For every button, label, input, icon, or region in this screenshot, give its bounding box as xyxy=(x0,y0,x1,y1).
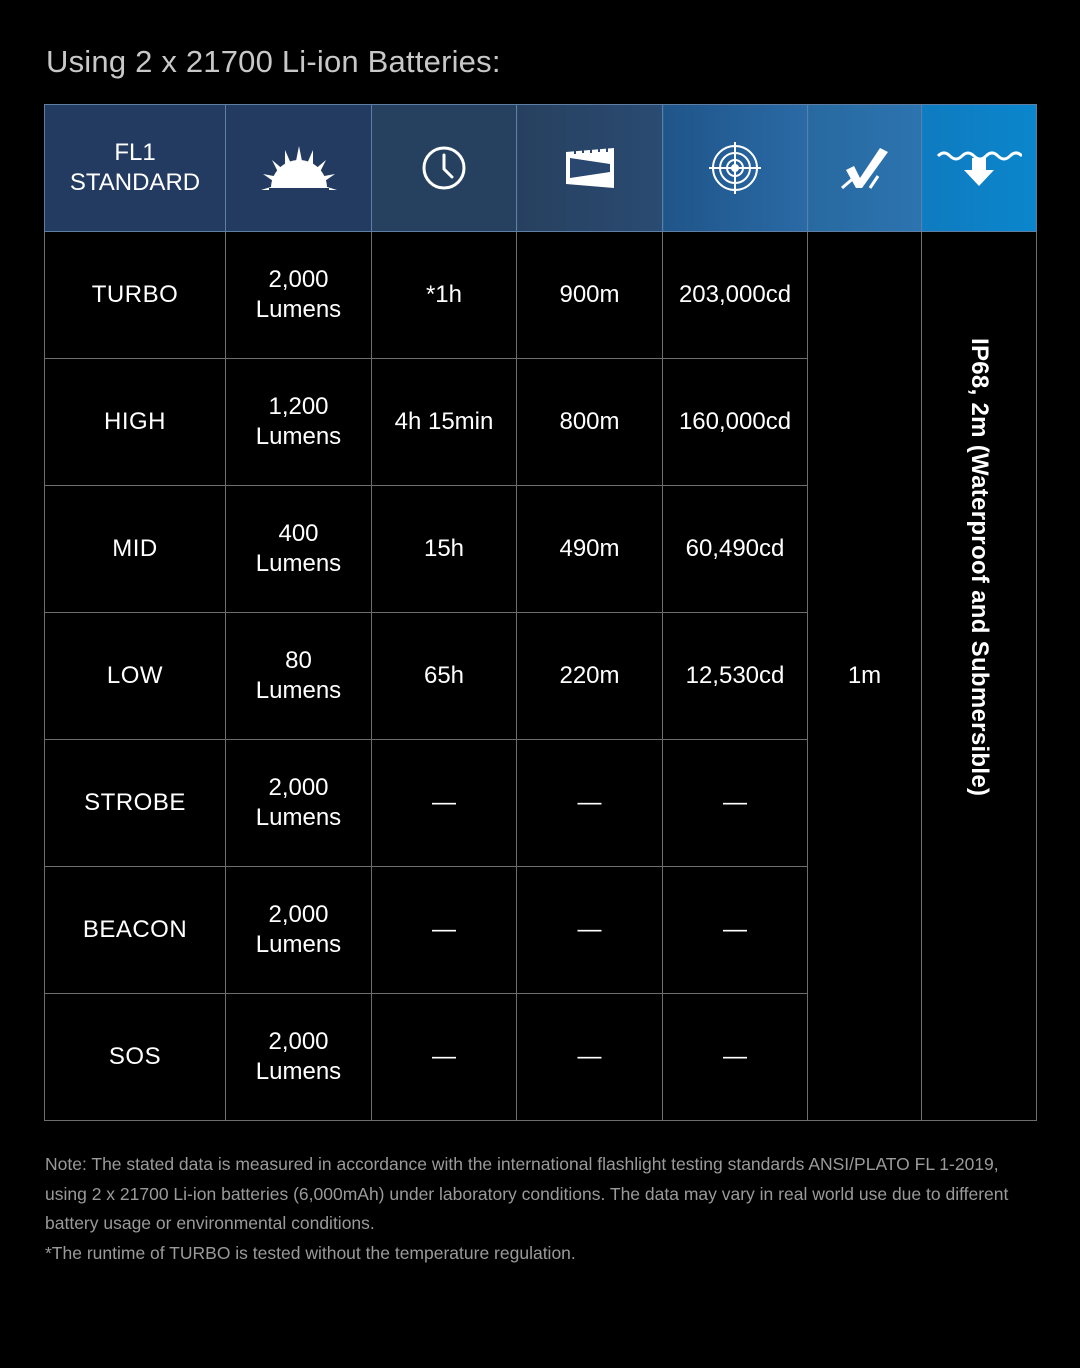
lumens-unit: Lumens xyxy=(255,550,342,577)
model-name xyxy=(45,138,225,198)
intensity-cell: 160,000cd xyxy=(663,359,808,486)
runtime-cell: 4h 15min xyxy=(372,359,517,486)
table-row xyxy=(45,232,1037,359)
lumens-cell xyxy=(226,359,372,486)
mode-cell: TURBO xyxy=(45,232,226,359)
page-title: Using 2 x 21700 Li-ion Batteries: xyxy=(46,44,501,79)
runtime-cell: — xyxy=(372,867,517,994)
intensity-cell: 12,530cd xyxy=(663,613,808,740)
lumens-unit: Lumens xyxy=(255,677,342,704)
runtime-clock-icon xyxy=(421,145,467,191)
footnote xyxy=(45,1150,1040,1268)
lumens-unit: Lumens xyxy=(255,931,342,958)
runtime-cell: 15h xyxy=(372,486,517,613)
mode-cell: SOS xyxy=(45,994,226,1121)
intensity-cell: 60,490cd xyxy=(663,486,808,613)
header-model-cell xyxy=(45,105,226,232)
header-distance-cell xyxy=(517,105,663,232)
lumens-value: 2,000 xyxy=(268,266,329,293)
mode-cell: STROBE xyxy=(45,740,226,867)
header-intensity-cell xyxy=(663,105,808,232)
lumens-cell xyxy=(226,486,372,613)
lumens-value: 400 xyxy=(278,520,319,547)
spec-table xyxy=(44,104,1037,1121)
model-line-1: FL1 xyxy=(114,139,156,166)
lumens-cell xyxy=(226,740,372,867)
lumens-value: 80 xyxy=(285,647,312,674)
runtime-cell: — xyxy=(372,740,517,867)
table-header-row xyxy=(45,105,1037,232)
runtime-cell: — xyxy=(372,994,517,1121)
lumens-value: 2,000 xyxy=(268,1028,329,1055)
lumens-cell xyxy=(226,232,372,359)
lumens-value: 2,000 xyxy=(268,901,329,928)
header-brightness-cell xyxy=(226,105,372,232)
intensity-cell: — xyxy=(663,867,808,994)
distance-cell: 220m xyxy=(517,613,663,740)
mode-cell: BEACON xyxy=(45,867,226,994)
header-water-cell xyxy=(922,105,1037,232)
distance-cell: 900m xyxy=(517,232,663,359)
lumens-value: 1,200 xyxy=(268,393,329,420)
distance-cell: 800m xyxy=(517,359,663,486)
model-line-2: STANDARD xyxy=(69,169,201,196)
distance-cell: — xyxy=(517,994,663,1121)
distance-cell: 490m xyxy=(517,486,663,613)
mode-cell: MID xyxy=(45,486,226,613)
distance-cell: — xyxy=(517,867,663,994)
mode-cell: LOW xyxy=(45,613,226,740)
runtime-cell: 65h xyxy=(372,613,517,740)
water-resistance-text: IP68, 2m (Waterproof and Submersible) xyxy=(966,338,993,797)
lumens-unit: Lumens xyxy=(255,423,342,450)
water-resistance-cell xyxy=(922,232,1037,1121)
lumens-cell xyxy=(226,867,372,994)
impact-resistance-cell: 1m xyxy=(808,232,922,1121)
runtime-cell: *1h xyxy=(372,232,517,359)
peak-intensity-target-icon xyxy=(708,141,762,195)
intensity-cell: 203,000cd xyxy=(663,232,808,359)
impact-resistance-icon xyxy=(840,146,890,190)
lumens-unit: Lumens xyxy=(255,296,342,323)
water-resistance-icon xyxy=(936,148,1022,188)
intensity-cell: — xyxy=(663,740,808,867)
note-text: Note: The stated data is measured in accordance with the international flashlight testing standards ANSI/PLATO FL 1-2019, using 2 x 21700 Li-ion batteries (6,000mAh) under laboratory conditions. The data may vary in real world use due to different battery usage or environmental conditions. xyxy=(45,1154,1009,1233)
lumens-cell xyxy=(226,613,372,740)
header-runtime-cell xyxy=(372,105,517,232)
mode-cell: HIGH xyxy=(45,359,226,486)
lumens-cell xyxy=(226,994,372,1121)
lumens-unit: Lumens xyxy=(255,804,342,831)
distance-cell: — xyxy=(517,740,663,867)
intensity-cell: — xyxy=(663,994,808,1121)
lumens-unit: Lumens xyxy=(255,1058,342,1085)
brightness-icon xyxy=(261,144,337,192)
turbo-footnote: *The runtime of TURBO is tested without the temperature regulation. xyxy=(45,1242,576,1263)
beam-distance-icon xyxy=(564,146,616,190)
lumens-value: 2,000 xyxy=(268,774,329,801)
header-impact-cell xyxy=(808,105,922,232)
